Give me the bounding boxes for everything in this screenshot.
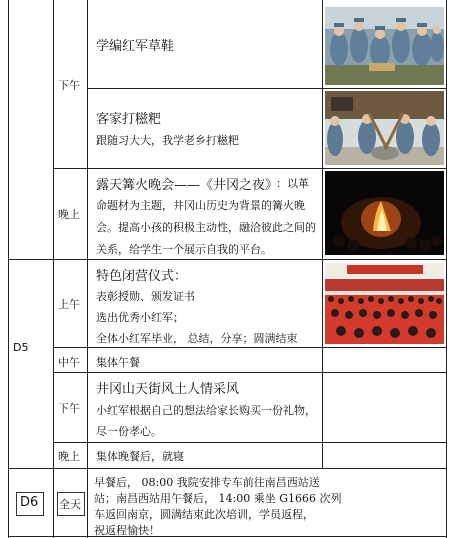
period-label: 下午: [58, 402, 80, 415]
activity-text-line: 站；南昌西站用午餐后， 14:00 乘坐 G1666 次列: [94, 492, 342, 505]
day-label: D5: [13, 341, 29, 354]
activity-text-line: 车返回南京，圆满结束此次培训，学员返程，: [94, 508, 314, 521]
column-divider-content: [322, 0, 323, 468]
table-border-bottom: [8, 536, 446, 537]
period-label: 上午: [58, 298, 80, 311]
activity-title: 特色闭营仪式：: [96, 269, 188, 284]
photo-closing-ceremony: [325, 263, 444, 344]
table-border-right: [446, 0, 447, 538]
activity-title: 露天篝火晚会——《井冈之夜》: [96, 178, 279, 193]
day-label: D6: [20, 495, 39, 510]
activity-text-line: 关系，给学生一个展示自我的平台。: [96, 243, 272, 256]
period-label: 下午: [58, 79, 80, 92]
activity-title: 学编红军草鞋: [96, 39, 175, 54]
activity-title: 客家打糍粑: [96, 112, 162, 127]
column-divider-period: [87, 0, 88, 538]
activity-text-line: 命题材为主题，井冈山历史为背景的篝火晚: [96, 199, 305, 212]
activity-text: 集体午餐: [96, 356, 140, 369]
column-divider-day: [53, 0, 54, 538]
activity-text-line: 选出优秀小红军；: [96, 311, 184, 324]
activity-text-line: 尽一份孝心。: [96, 425, 162, 438]
activity-text-line: 早餐后， 08:00 我院安排专车前往南昌西站送: [94, 476, 320, 489]
row-divider: [53, 168, 446, 169]
period-label: 全天: [59, 498, 81, 511]
period-label: 晚上: [58, 450, 80, 463]
activity-text-line: 小红军根据自己的想法给家长购买一份礼物，: [96, 404, 316, 417]
activity-title: 井冈山天街风土人情采风: [96, 382, 240, 397]
activity-text-line: ：以革: [276, 177, 309, 190]
period-label: 中午: [58, 356, 80, 369]
table-border-left: [8, 0, 9, 538]
row-divider: [8, 468, 446, 469]
row-divider: [53, 347, 446, 348]
activity-text-line: 祝返程愉快！: [94, 524, 160, 537]
row-divider: [53, 442, 446, 443]
activity-text-line: 表彰授勋、颁发证书: [96, 290, 195, 303]
row-divider: [87, 88, 446, 89]
photo-straw-sandals: [325, 7, 444, 85]
activity-text-line: 会。提高小孩的积极主动性，融洽彼此之间的: [96, 221, 316, 234]
activity-text: 集体晚餐后，就寝: [96, 450, 184, 463]
row-divider: [53, 372, 446, 373]
activity-text-line: 全体小红军毕业， 总结，分享；圆满结束: [96, 332, 298, 345]
activity-description: 跟随习大大，我学老乡打糍粑: [96, 134, 239, 147]
photo-rice-cake-pounding: [325, 91, 444, 165]
photo-bonfire-night: [325, 171, 444, 255]
row-divider: [8, 259, 446, 260]
period-label: 晚上: [58, 208, 80, 221]
